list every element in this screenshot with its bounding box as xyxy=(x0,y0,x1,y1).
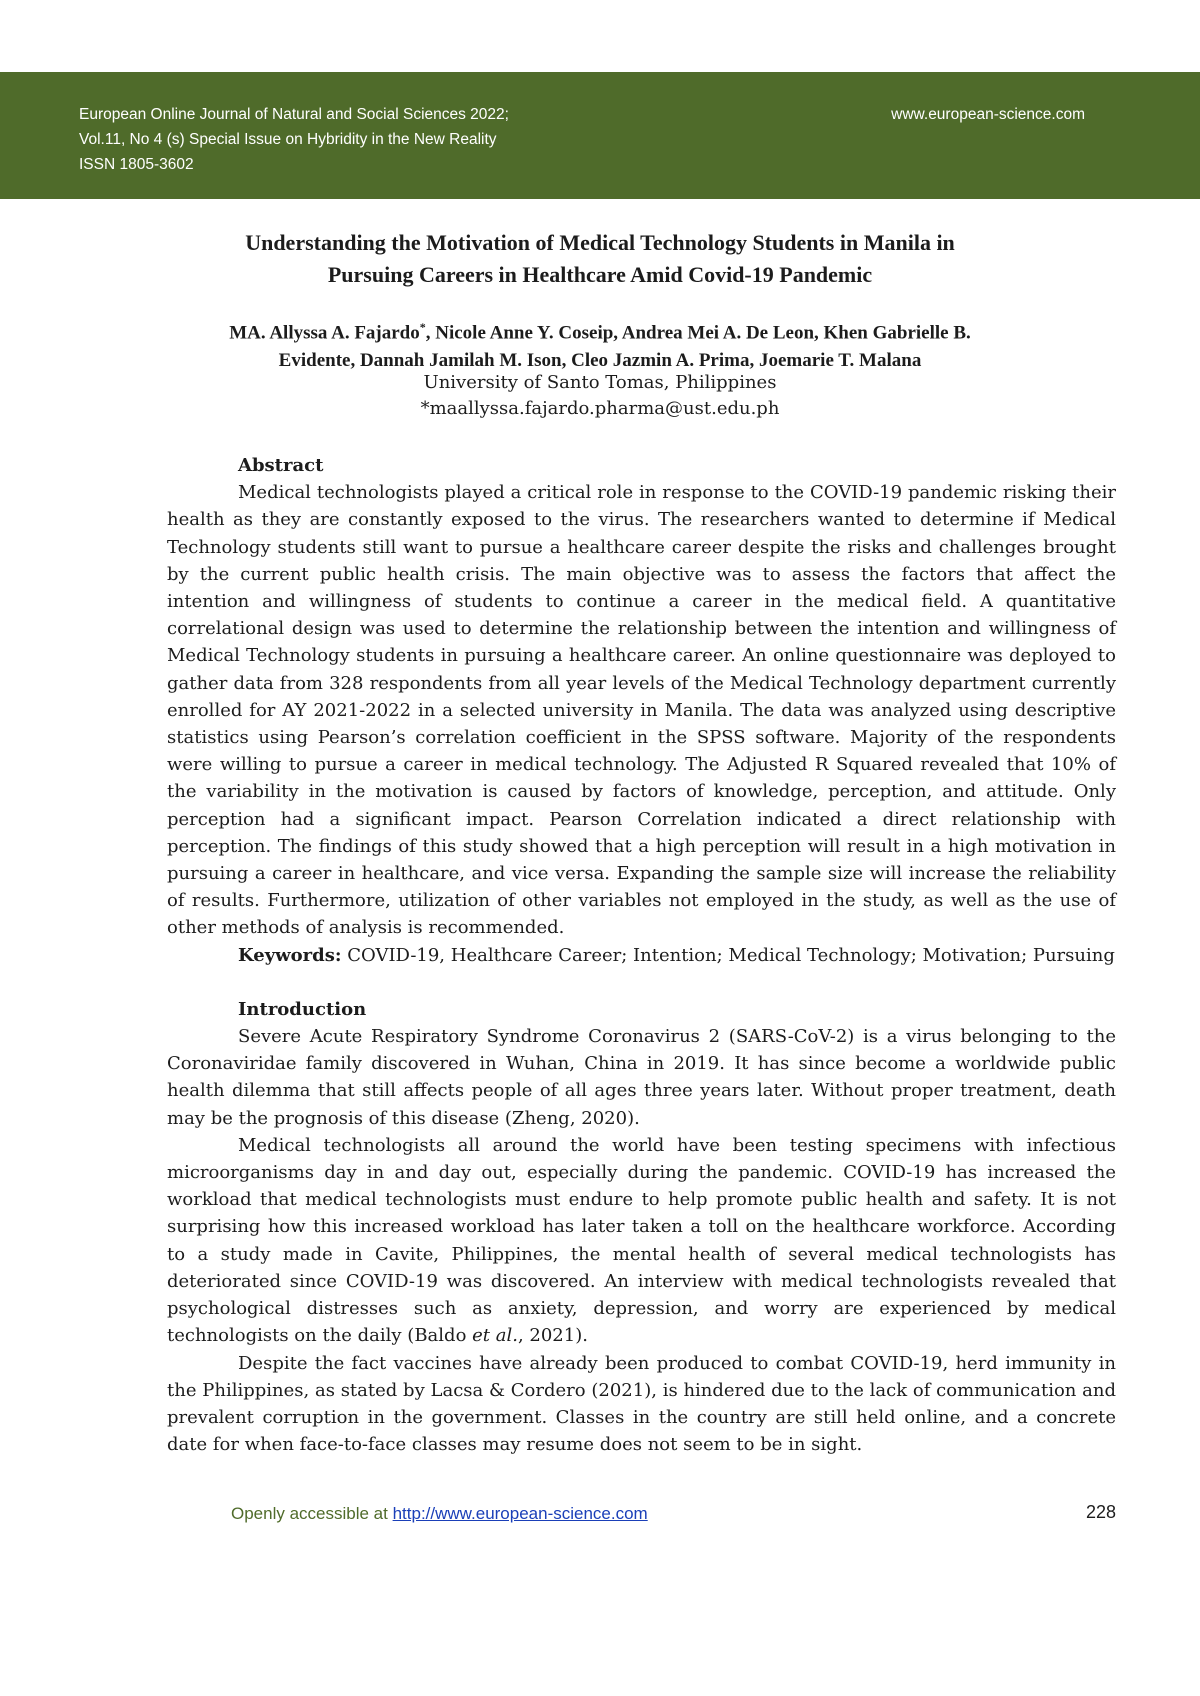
author-email: *maallyssa.fajardo.pharma@ust.edu.ph xyxy=(420,398,780,419)
intro-paragraph-1: Severe Acute Respiratory Syndrome Coronavirus 2 (SARS-CoV-2) is a virus belonging to the Coronaviridae family discovered in Wuhan, China in 2019. It has since become a worldwide public health dilemma that still affects people of all ages three years later. Without proper treatment, death may be the prognosis of this disease (Zheng, 2020). xyxy=(167,1026,1116,1129)
intro-p2-text: Medical technologists all around the world have been testing specimens with infectious microorganisms day in and day out, especially during the pandemic. COVID-19 has increased the workload that medical technologists must endure to help promote public health and safety. It is not surprising how this increased workload has later taken a toll on the healthcare workforce. According to a study made in Cavite, Philippines, the mental health of several medical technologists has deteriorated since COVID-19 was discovered. An interview with medical technologists revealed that psychological distresses such as anxiety, depression, and worry are experienced by medical technologists on the daily (Baldo xyxy=(167,1134,1116,1347)
journal-info xyxy=(79,102,509,177)
journal-header-banner xyxy=(0,72,1200,199)
corresponding-mark: * xyxy=(419,320,426,334)
authors-rest: , Nicole Anne Y. Coseip, Andrea Mei A. De Leon, Khen Gabrielle B. xyxy=(425,322,971,344)
journal-issn: ISSN 1805-3602 xyxy=(79,156,194,173)
author-list xyxy=(120,313,1080,375)
intro-p2-end: , 2021). xyxy=(517,1325,588,1347)
journal-name: European Online Journal of Natural and Social Sciences 2022; xyxy=(79,106,509,123)
abstract-text: Medical technologists played a critical role in response to the COVID-19 pandemic risking their health as they are constantly exposed to the virus. The researchers wanted to determine if Medical Technology students still want to pursue a healthcare career despite the risks and challenges brought by the current public health crisis. The main objective was to assess the factors that affect the intention and willingness of students to continue a career in the medical field. A quantitative correlational design was used to determine the relationship between the intention and willingness of Medical Technology students in pursuing a healthcare career. An online questionnaire was deployed to gather data from 328 respondents from all year levels of the Medical Technology department currently enrolled for AY 2021-2022 in a selected university in Manila. The data was analyzed using descriptive statistics using Pearson’s correlation coefficient in the SPSS software. Majority of the respondents were willing to pursue a career in medical technology. The Adjusted R Squared revealed that 10% of the variability in the motivation is caused by factors of knowledge, perception, and attitude. Only perception had a significant impact. Pearson Correlation indicated a direct relationship with perception. The findings of this study showed that a high perception will result in a high motivation in pursuing a career in healthcare, and vice versa. Expanding the sample size will increase the reliability of results. Furthermore, utilization of other variables not employed in the study, as well as the use of other methods of analysis is recommended. xyxy=(167,482,1116,939)
journal-volume: Vol.11, No 4 (s) Special Issue on Hybridity in the New Reality xyxy=(79,131,497,148)
keywords xyxy=(167,942,1116,969)
authors-line-2: Evidente, Dannah Jamilah M. Ison, Cleo Jazmin A. Prima, Joemarie T. Malana xyxy=(278,350,922,372)
footer-link[interactable]: http://www.european-science.com xyxy=(392,1504,648,1523)
keywords-label: Keywords: xyxy=(238,944,342,966)
intro-paragraph-3: Despite the fact vaccines have already been produced to combat COVID-19, herd immunity in the Philippines, as stated by Lacsa & Cordero (2021), is hindered due to the lack of communication and prevalent corruption in the government. Classes in the country are still held online, and a concrete date for when face-to-face classes may resume does not seem to be in sight. xyxy=(167,1352,1116,1456)
keywords-list: COVID-19, Healthcare Career; Intention; Medical Technology; Motivation; Pursuing xyxy=(341,944,1115,966)
footer-prefix: Openly accessible at xyxy=(231,1504,393,1523)
page-footer xyxy=(231,1504,648,1524)
title-line-1: Understanding the Motivation of Medical Technology Students in Manila in xyxy=(245,230,955,255)
title-line-2: Pursuing Careers in Healthcare Amid Covid-19 Pandemic xyxy=(327,262,873,287)
journal-website: www.european-science.com xyxy=(891,106,1085,123)
article-body xyxy=(167,452,1116,1458)
authors-line-1 xyxy=(120,313,1080,347)
intro-p2-etal: et al. xyxy=(472,1325,518,1347)
page-number: 228 xyxy=(1085,1502,1116,1522)
abstract-heading: Abstract xyxy=(238,455,324,476)
affiliation: University of Santo Tomas, Philippines xyxy=(423,372,777,393)
affiliation-block xyxy=(120,370,1080,422)
paper-title xyxy=(120,227,1080,291)
intro-paragraph-2 xyxy=(167,1132,1116,1350)
corresponding-author: MA. Allyssa A. Fajardo xyxy=(229,322,420,344)
introduction-heading: Introduction xyxy=(238,998,367,1020)
